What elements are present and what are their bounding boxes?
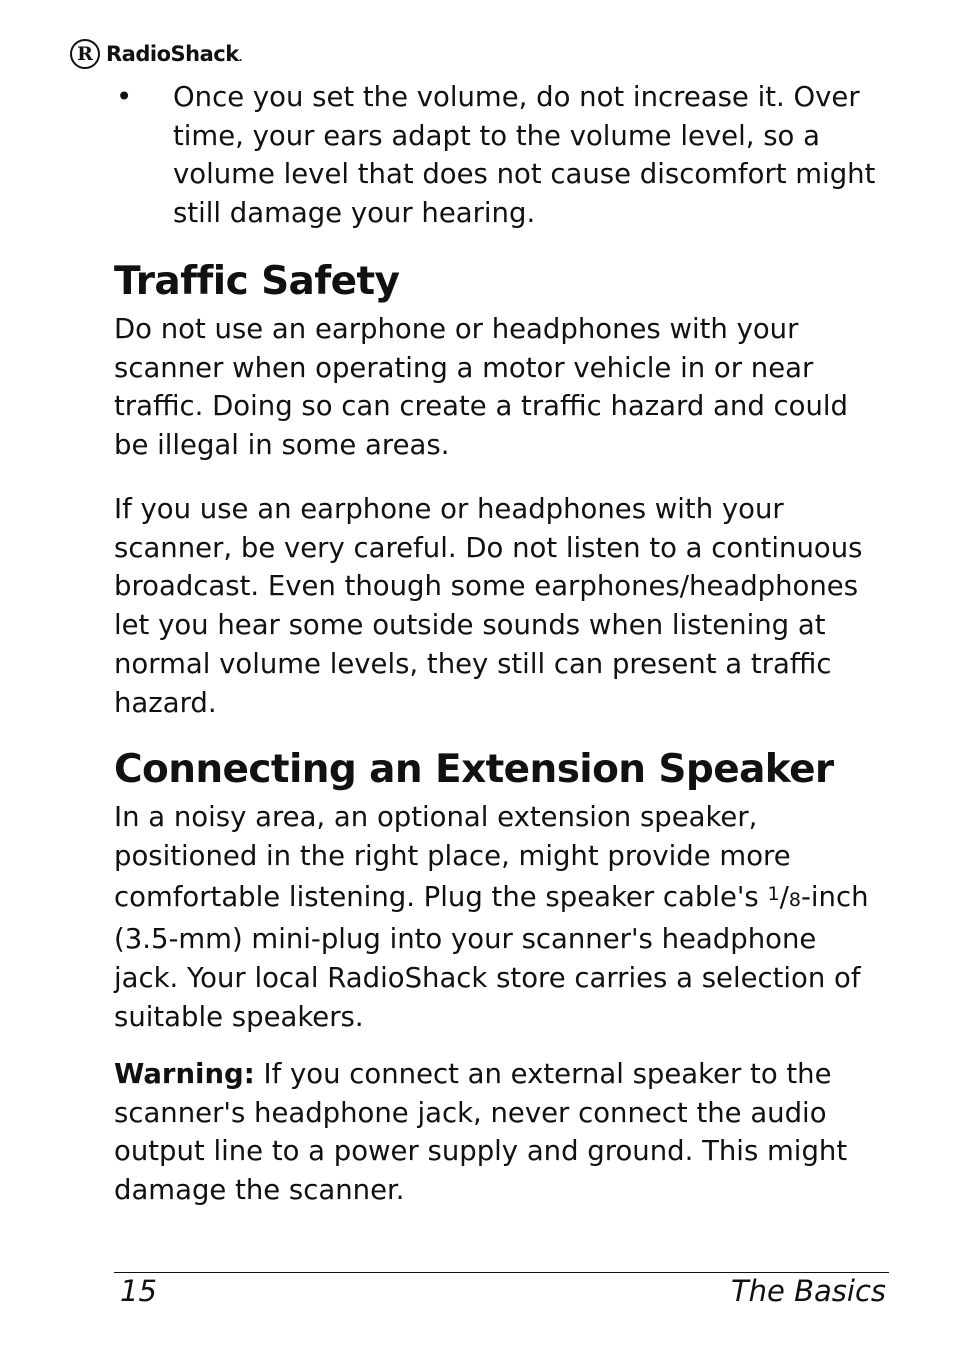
extension-speaker-heading: Connecting an Extension Speaker — [114, 747, 834, 792]
extension-speaker-paragraph — [114, 798, 889, 1036]
extension-speaker-text-before: In a noisy area, an optional extension speaker, positioned in the right place, might provide more comfortable listening. Plug the speaker cable's — [114, 801, 791, 914]
registered-badge-icon: R — [70, 39, 100, 69]
footer-section-title: The Basics — [730, 1274, 886, 1308]
page-number: 15 — [120, 1274, 157, 1308]
warning-label: Warning: — [114, 1058, 255, 1090]
warning-text: If you connect an external speaker to the scanner's headphone jack, never connect the audio output line to a power supply and ground. This might damage the scanner. — [114, 1058, 848, 1207]
traffic-safety-heading: Traffic Safety — [114, 259, 400, 304]
traffic-safety-paragraph-1: Do not use an earphone or headphones with your scanner when operating a motor vehicle in or near traffic. Doing so can create a traffic hazard and could be illegal in some areas. — [114, 313, 848, 462]
logo-wordmark-dot: . — [238, 53, 242, 64]
fraction-numerator: 1 — [767, 883, 780, 906]
logo-wordmark — [106, 42, 242, 66]
footer-divider — [114, 1272, 889, 1273]
fraction-denominator: 8 — [788, 889, 801, 912]
warning-paragraph — [114, 1055, 889, 1210]
bullet-text: Once you set the volume, do not increase it. Over time, your ears adapt to the volume level, so a volume level that does not cause discomfort might still damage your hearing. — [173, 81, 876, 230]
fraction-slash: / — [779, 881, 789, 914]
logo-wordmark-text: RadioShack — [106, 42, 239, 66]
one-eighth-fraction — [768, 881, 801, 913]
traffic-safety-paragraph-2: If you use an earphone or headphones with your scanner, be very careful. Do not listen to a continuous broadcast. Even though some earphones/headphones let you hear some outside sounds when listening at normal volume levels, they still can present a traffic hazard. — [114, 493, 863, 719]
radioshack-logo — [70, 37, 242, 71]
extension-speaker-text-after: -inch (3.5-mm) mini-plug into your scanner's headphone jack. Your local RadioShack store carries a selection of suitable speakers. — [114, 881, 869, 1033]
bullet-icon: • — [116, 81, 133, 113]
